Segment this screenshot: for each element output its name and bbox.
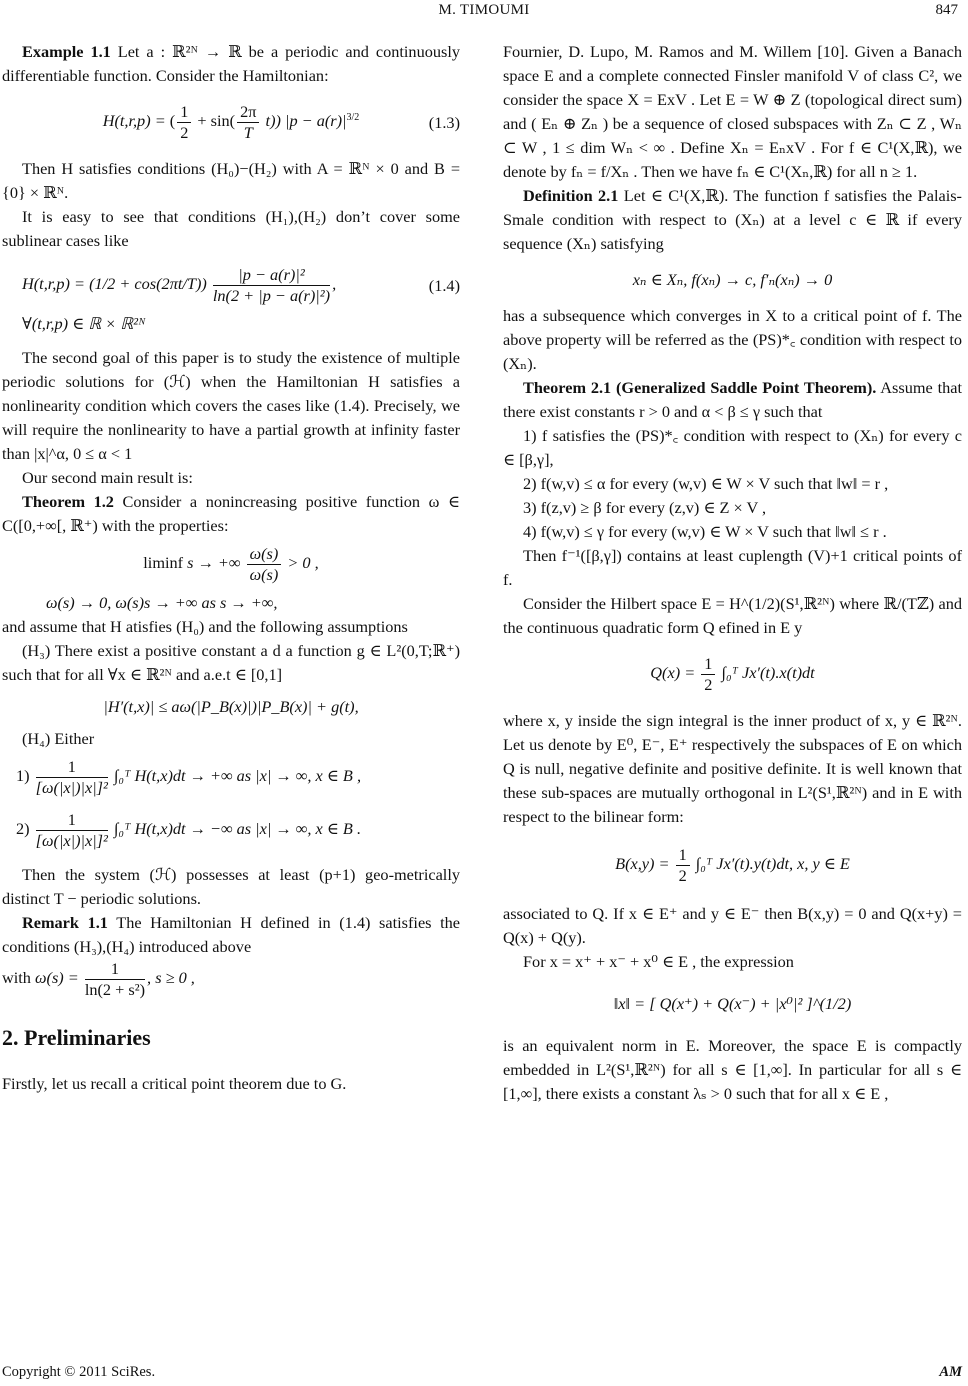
frac-den: ln(2 + s²) — [84, 980, 146, 999]
frac-num: 2π — [237, 102, 259, 123]
assumption-h3 — [2, 639, 460, 687]
page-number: 847 — [935, 2, 958, 18]
theorem-2-1 — [503, 376, 962, 424]
h3-text: There exist a positive constant a d a function g ∈ L²(0,T;ℝ⁺) such that for all ∀x ∈ ℝ²ᴺ and a.e.t ∈ [0,1] — [2, 641, 460, 684]
frac-den: [ω(|x|)|x|]² — [35, 778, 108, 797]
fraction — [247, 544, 282, 585]
h4-label: (H₄) — [22, 729, 51, 748]
definition-after: has a subsequence which converges in X to a critical point of f. The above property will be referred as the (PS)*꜀ condition with respect to (Xₙ). — [503, 306, 962, 373]
theorem-label: Theorem 2.1 (Generalized Saddle Point Theorem). — [523, 378, 877, 397]
eq-lhs: H(t,r,p) = — [22, 274, 85, 294]
eq-lhs: H(t,r,p) = — [102, 111, 166, 131]
theorem-text: Assume that there exist constants r > 0 and α < β ≤ γ such that — [503, 378, 963, 421]
remark-text: The Hamiltonian H defined in (1.4) satisfies the conditions (H₃),(H₄) introduced above — [2, 913, 461, 956]
eq-liminf-sub: s → +∞ — [187, 553, 241, 573]
example-text: Let a : ℝ²ᴺ → ℝ be a periodic and continuously differentiable function. Consider the Hamiltonian: — [2, 42, 460, 85]
item-rest: ∫₀ᵀ H(t,x)dt → −∞ as |x| → ∞, x ∈ B . — [113, 819, 362, 839]
equation-1-3: H(t,r,p) = ( $\frac{1}{2}$ + sin( $\frac{2\pi}{T}$ t)) $|p - a(r)|^{3/2}$ (1.3) — [102, 102, 460, 142]
paragraph-firstly: Firstly, let us recall a critical point theorem due to G. — [2, 1074, 347, 1093]
theorem-text: Consider a nonincreasing positive function ω ∈ C([0,+∞[, ℝ⁺) with the properties: — [2, 492, 460, 535]
eq-rest: t)) |p − a(r)| — [265, 111, 347, 131]
frac-den: T — [243, 123, 253, 142]
equation-limits: ω(s) → 0, ω(s)s → +∞ as s → +∞, — [46, 593, 278, 612]
fraction — [177, 102, 191, 143]
frac-num: 1 — [36, 810, 108, 831]
theorem-1-2 — [2, 490, 460, 538]
item-label: 1) — [16, 766, 30, 786]
frac-den: 2 — [180, 123, 189, 142]
footer-copyright: Copyright © 2011 SciRes. — [2, 1364, 156, 1380]
eq-rest: ∫₀ᵀ Jx′(t).y(t)dt, x, y ∈ E — [695, 854, 850, 874]
paragraph-associated: associated to Q. If x ∈ E⁺ and y ∈ E⁻ then B(x,y) = 0 and Q(x+y) = Q(x) + Q(y). — [503, 904, 962, 947]
definition-text: Let ∈ C¹(X,ℝ). The function f satisfies the Palais-Smale condition with respect to (Xₙ) at a level c ∈ ℝ if every sequence (Xₙ) satisfying — [503, 186, 962, 253]
example-1-1 — [2, 40, 460, 88]
equation-number: (1.3) — [428, 112, 460, 132]
frac-den: [ω(|x|)|x|]² — [35, 831, 108, 850]
omega-lhs: ω(s) = — [35, 968, 79, 988]
eq-lhs: B(x,y) = — [615, 854, 670, 874]
remark-with: with — [2, 968, 31, 988]
remark-1-1 — [2, 911, 460, 959]
h3-label: (H₃) — [22, 641, 51, 660]
paragraph-then-system: Then the system (ℋ) possesses at least (p+1) geo-metrically distinct T − periodic solutions. — [2, 865, 460, 908]
fraction — [36, 810, 108, 851]
fraction — [213, 265, 330, 306]
fraction — [676, 845, 690, 886]
paragraph-then: Then H satisfies conditions (H₀)−(H₂) with A = ℝᴺ × 0 and B = {0} × ℝᴺ. — [2, 159, 460, 202]
equation-number: (1.4) — [428, 275, 460, 295]
equation-ps-sequence: xₙ ∈ Xₙ, f(xₙ) → c, f′ₙ(xₙ) → 0 — [632, 270, 833, 289]
paragraph-second-goal: The second goal of this paper is to study the existence of multiple periodic solutions for (ℋ) when the Hamiltonian H satisfies a nonlinearity condition which covers the cases like (1.4). Precisely, we will require the nonlinearity to have a partial growth at infinity faster than |x|^α, 0 ≤ α < 1 — [2, 348, 460, 463]
equation-h3: |H′(t,x)| ≤ aω(|P_B(x)|)|P_B(x)| + g(t), — [103, 697, 359, 716]
frac-den: ω(s) — [249, 565, 279, 584]
frac-num: 1 — [36, 757, 108, 778]
paragraph-equivalent: is an equivalent norm in E. Moreover, the space E is compactly embedded in L²(S¹,ℝ²ᴺ) for all s ∈ [1,∞]. In particular for all s ∈ [1,∞], there exists a constant λₛ > 0 such that for all x ∈ E , — [503, 1036, 962, 1103]
eq-liminf: liminf — [143, 553, 184, 573]
h4-text: Either — [54, 729, 95, 748]
eq-tail: > 0 , — [287, 553, 319, 573]
theorem-item-3: 3) f(z,v) ≥ β for every (z,v) ∈ Z × V , — [523, 498, 767, 517]
frac-den: 2 — [678, 866, 687, 885]
frac-den: ln(2 + |p − a(r)|²) — [212, 286, 331, 305]
theorem-conclusion: Then f⁻¹([β,γ]) contains at least cuplength (V)+1 critical points of f. — [503, 546, 962, 589]
paragraph-fournier: Fournier, D. Lupo, M. Ramos and M. Willem [10]. Given a Banach space E and a complete connected Finsler manifold V of class C², we consider the space X = ExV . Let E = W ⊕ Z (topological direct sum) and ( Eₙ ⊕ Zₙ ) be a sequence of closed subspaces with Zₙ ⊂ Z , Wₙ ⊂ W , 1 ≤ dim Wₙ < ∞ . Define Xₙ = EₙxV . For f ∈ C¹(X,ℝ), we denote by fₙ = f/Xₙ . Then we have fₙ ∈ C¹(Xₙ,ℝ) for all n ≥ 1. — [503, 42, 962, 181]
footer-journal: AM — [939, 1364, 962, 1380]
remark-label: Remark 1.1 — [22, 913, 108, 932]
eq-rest: ∫₀ᵀ Jx′(t).x(t)dt — [721, 663, 815, 683]
h4-item-2 — [2, 810, 460, 851]
eq-tail: , — [332, 274, 337, 294]
fraction — [85, 959, 145, 1000]
equation-norm: ‖x‖ = [ Q(x⁺) + Q(x⁻) + |x⁰|² ]^(1/2) — [613, 994, 852, 1013]
equation-Q — [503, 654, 962, 695]
eq-exponent: 3/2 — [346, 111, 360, 123]
theorem-item-2: 2) f(w,v) ≤ α for every (w,v) ∈ W × V such that ‖w‖ = r , — [523, 474, 889, 493]
definition-2-1 — [503, 184, 962, 256]
frac-num: ω(s) — [247, 544, 282, 565]
eq-cos: (1/2 + cos(2πt/T)) — [89, 274, 207, 294]
frac-num: 1 — [701, 654, 715, 675]
paragraph-where: where x, y inside the sign integral is the inner product of x, y ∈ ℝ²ᴺ. Let us denote by E⁰, E⁻, E⁺ respectively the subspaces of E on which Q is null, negative definite and positive definite. It is well known that these sub-spaces are mutually orthogonal in L²(S¹,ℝ²ᴺ) and in E with respect to the bilinear form: — [503, 711, 962, 826]
frac-num: 1 — [177, 102, 191, 123]
eq-sin: + sin — [197, 111, 230, 131]
eq-lhs: Q(x) = — [650, 663, 696, 683]
frac-den: 2 — [704, 675, 713, 694]
equation-1-4 — [2, 265, 460, 306]
item-label: 2) — [16, 819, 30, 839]
assumption-h4 — [2, 727, 460, 751]
frac-num: |p − a(r)|² — [213, 265, 330, 286]
frac-num: 1 — [676, 845, 690, 866]
running-head — [0, 2, 968, 22]
fraction — [237, 102, 259, 143]
fraction — [701, 654, 715, 695]
paragraph-assume: and assume that H atisfies (H₀) and the following assumptions — [2, 617, 408, 636]
item-rest: ∫₀ᵀ H(t,x)dt → +∞ as |x| → ∞, x ∈ B , — [113, 766, 362, 786]
paragraph-hilbert: Consider the Hilbert space E = H^(1/2)(S¹,ℝ²ᴺ) where ℝ/(Tℤ) and the continuous quadratic form Q efined in E y — [503, 594, 962, 637]
paragraph-for: For x = x⁺ + x⁻ + x⁰ ∈ E , the expression — [523, 952, 794, 971]
theorem-label: Theorem 1.2 — [22, 492, 114, 511]
theorem-item-4: 4) f(w,v) ≤ γ for every (w,v) ∈ W × V such that ‖w‖ ≤ r . — [523, 522, 887, 541]
forall-line: ∀(t,r,p) ∈ ℝ × ℝ²ᴺ — [22, 314, 146, 333]
h4-item-1 — [2, 757, 460, 798]
equation-liminf — [2, 544, 460, 585]
fraction — [36, 757, 108, 798]
example-label: Example 1.1 — [22, 42, 111, 61]
definition-label: Definition 2.1 — [523, 186, 619, 205]
left-column — [2, 40, 460, 1096]
equation-B — [503, 845, 962, 886]
right-column — [503, 40, 962, 1106]
paragraph-easy: It is easy to see that conditions (H₁),(H₂) don’t cover some sublinear cases like — [2, 207, 460, 250]
frac-num: 1 — [85, 959, 145, 980]
paragraph-main-result: Our second main result is: — [22, 468, 193, 487]
theorem-item-1: 1) f satisfies the (PS)*꜀ condition with respect to (Xₙ) for every c ∈ [β,γ], — [503, 426, 962, 469]
running-head-author: M. TIMOUMI — [438, 2, 530, 18]
section-heading: 2. Preliminaries — [2, 1025, 151, 1050]
omega-tail: , s ≥ 0 , — [147, 968, 195, 988]
remark-omega — [2, 959, 460, 1000]
